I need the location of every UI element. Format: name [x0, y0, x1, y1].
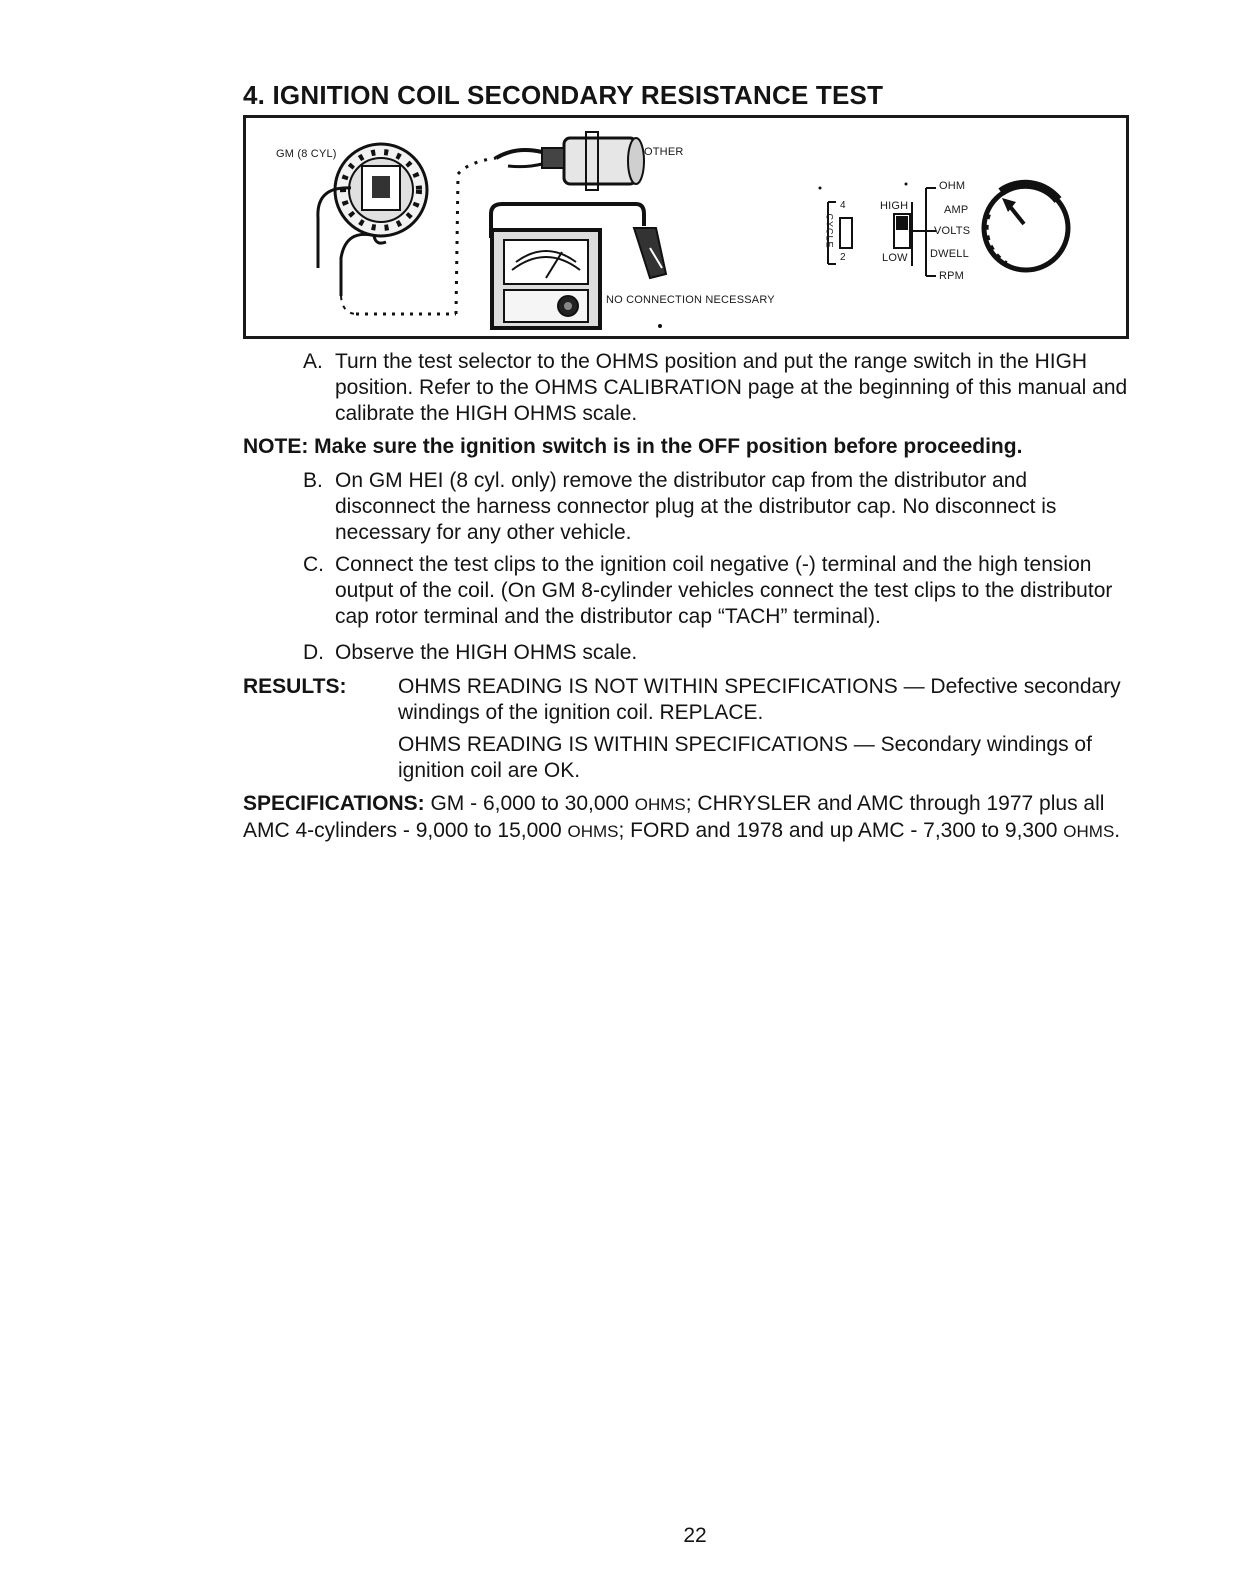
step-letter: B. [303, 469, 323, 492]
note: NOTE: Make sure the ignition switch is in the OFF position before proceeding. [243, 435, 1023, 458]
step-letter: C. [303, 553, 324, 576]
step-letter: A. [303, 350, 323, 373]
cycle-label: CYCLE [824, 213, 835, 249]
step-a [303, 349, 1133, 427]
step-c [303, 552, 1133, 630]
cycle-2-label: 2 [840, 252, 846, 263]
ohms-unit: OHMS [1063, 822, 1115, 841]
spec-chrysler-amc: ; CHRYSLER and AMC through 1977 plus all AMC 4-cylinders - 9,000 to 15,000 [243, 792, 1105, 842]
section-title: 4. IGNITION COIL SECONDARY RESISTANCE TEST [243, 80, 884, 110]
selector-ohm: OHM [939, 180, 966, 192]
ohms-unit: OHMS [634, 795, 686, 814]
result-within: OHMS READING IS WITHIN SPECIFICATIONS — Secondary windings of ignition coil are OK. [398, 733, 1092, 782]
selector-dial-icon [984, 184, 1068, 270]
step-b [303, 468, 1133, 546]
meter-icon [492, 230, 600, 328]
spec-ford-amc: ; FORD and 1978 and up AMC - 7,300 to 9,300 [618, 819, 1064, 842]
step-d [303, 640, 1133, 666]
page-number: 22 [683, 1524, 707, 1547]
cycle-4-label: 4 [840, 200, 846, 211]
test-setup-diagram [243, 115, 1129, 339]
test-clip-icon [634, 228, 666, 278]
selector-dwell: DWELL [930, 248, 969, 260]
results-label: RESULTS: [243, 675, 347, 698]
step-text: Observe the HIGH OHMS scale. [335, 641, 638, 664]
ignition-coil-icon [496, 132, 644, 190]
step-text: On GM HEI (8 cyl. only) remove the distributor cap from the distributor and disconnect the harness connector plug at the distributor cap. No disconnect is necessary for any other vehicle. [335, 469, 1057, 544]
range-high-label: HIGH [880, 200, 909, 212]
other-label: OTHER [644, 146, 684, 158]
no-connection-label: NO CONNECTION NECESSARY [606, 294, 775, 306]
range-low-label: LOW [882, 252, 908, 264]
ohms-unit: OHMS [567, 822, 619, 841]
gm-label: GM (8 CYL) [276, 148, 337, 160]
specifications [243, 791, 1138, 845]
step-text: Connect the test clips to the ignition coil negative (-) terminal and the high tension output of the coil. (On GM 8-cylinder vehicles connect the test clips to the distributor cap rotor terminal and the distributor cap “TACH” terminal). [335, 553, 1113, 628]
distributor-cap-icon [335, 144, 427, 243]
selector-volts: VOLTS [934, 225, 971, 237]
specifications-label: SPECIFICATIONS: [243, 792, 425, 815]
spec-gm: GM - 6,000 to 30,000 [424, 792, 635, 815]
result-not-within: OHMS READING IS NOT WITHIN SPECIFICATIONS — Defective secondary windings of the ignition coil. REPLACE. [398, 675, 1121, 724]
spec-end: . [1114, 819, 1121, 842]
step-letter: D. [303, 641, 324, 664]
selector-amp: AMP [944, 204, 969, 216]
step-text: Turn the test selector to the OHMS position and put the range switch in the HIGH position. Refer to the OHMS CALIBRATION page at the beginning of this manual and calibrate the HIGH OHMS scale. [335, 350, 1128, 425]
selector-rpm: RPM [939, 270, 965, 282]
